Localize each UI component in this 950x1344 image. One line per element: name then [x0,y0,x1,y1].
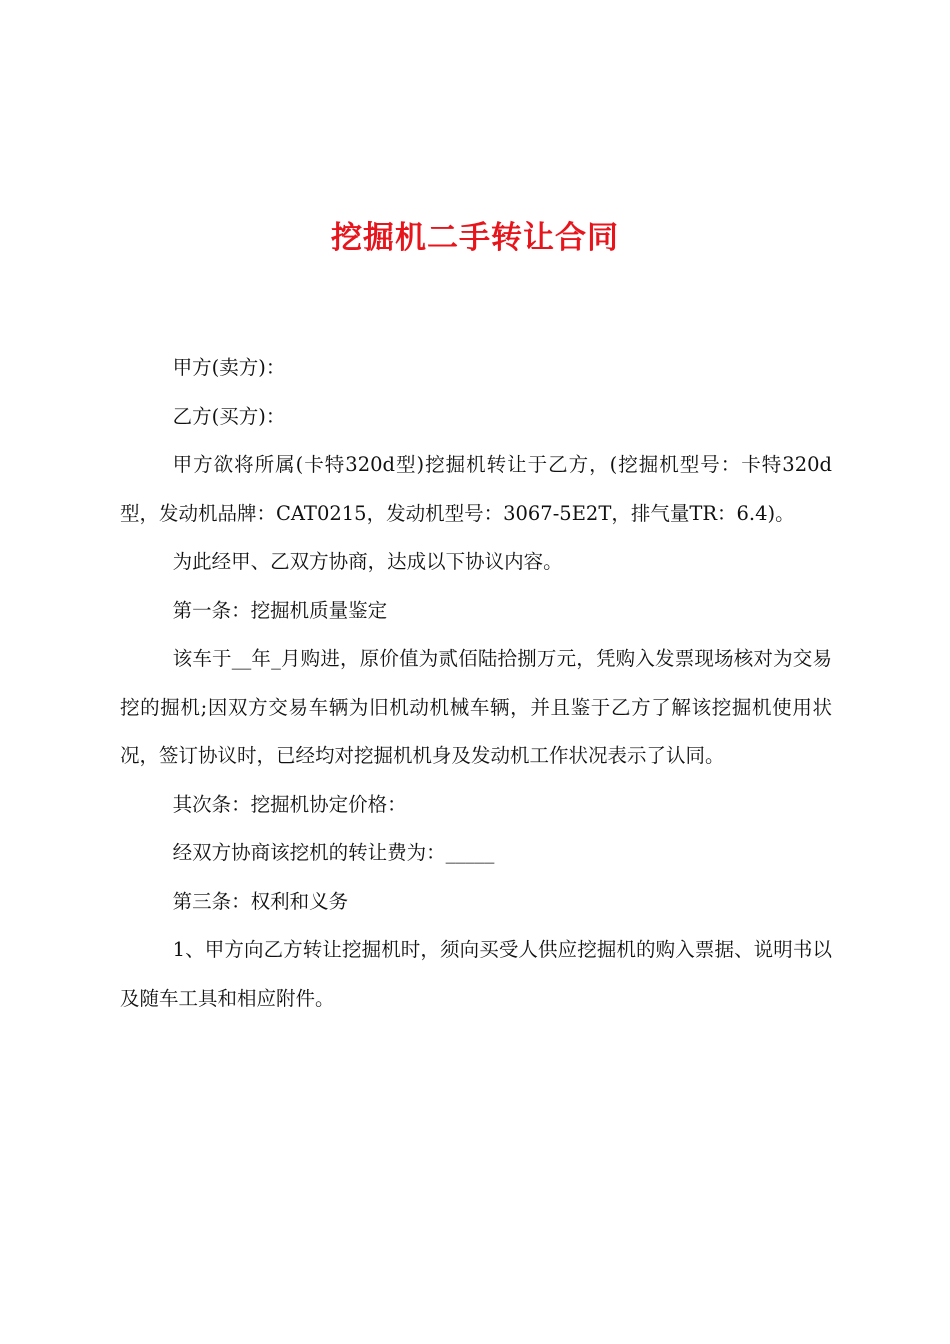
article-3-item-1-paragraph: 1、甲方向乙方转让挖掘机时，须向买受人供应挖掘机的购入票据、说明书以及随车工具和相应附件。 [120,938,832,1010]
transfer-statement-paragraph: 甲方欲将所属(卡特320d型)挖掘机转让于乙方，(挖掘机型号：卡特320d型，发动机品牌：CAT0215，发动机型号：3067-5E2T，排气量TR：6.4)。 [120,453,832,525]
party-b-line: 乙方(买方)： [172,404,286,428]
article-3-heading: 第三条：权利和义务 [172,889,349,913]
article-1-paragraph: 该车于__年_月购进，原价值为贰佰陆拾捌万元，凭购入发票现场核对为交易挖的掘机;因双方交易车辆为旧机动机械车辆，并且鉴于乙方了解该挖掘机使用状况，签订协议时，已经均对挖掘机机身及发动机工作状况表示了认同。 [120,647,832,767]
article-2-heading: 其次条：挖掘机协定价格： [172,792,407,816]
agreement-intro-paragraph: 为此经甲、乙双方协商，达成以下协议内容。 [172,550,563,573]
article-1-heading: 第一条：挖掘机质量鉴定 [172,598,388,622]
document-body [120,344,832,1023]
party-a-line: 甲方(卖方)： [172,356,286,379]
transfer-fee-line: 经双方协商该挖机的转让费为：_____ [172,841,495,864]
document-title: 挖掘机二手转让合同 [331,220,619,256]
